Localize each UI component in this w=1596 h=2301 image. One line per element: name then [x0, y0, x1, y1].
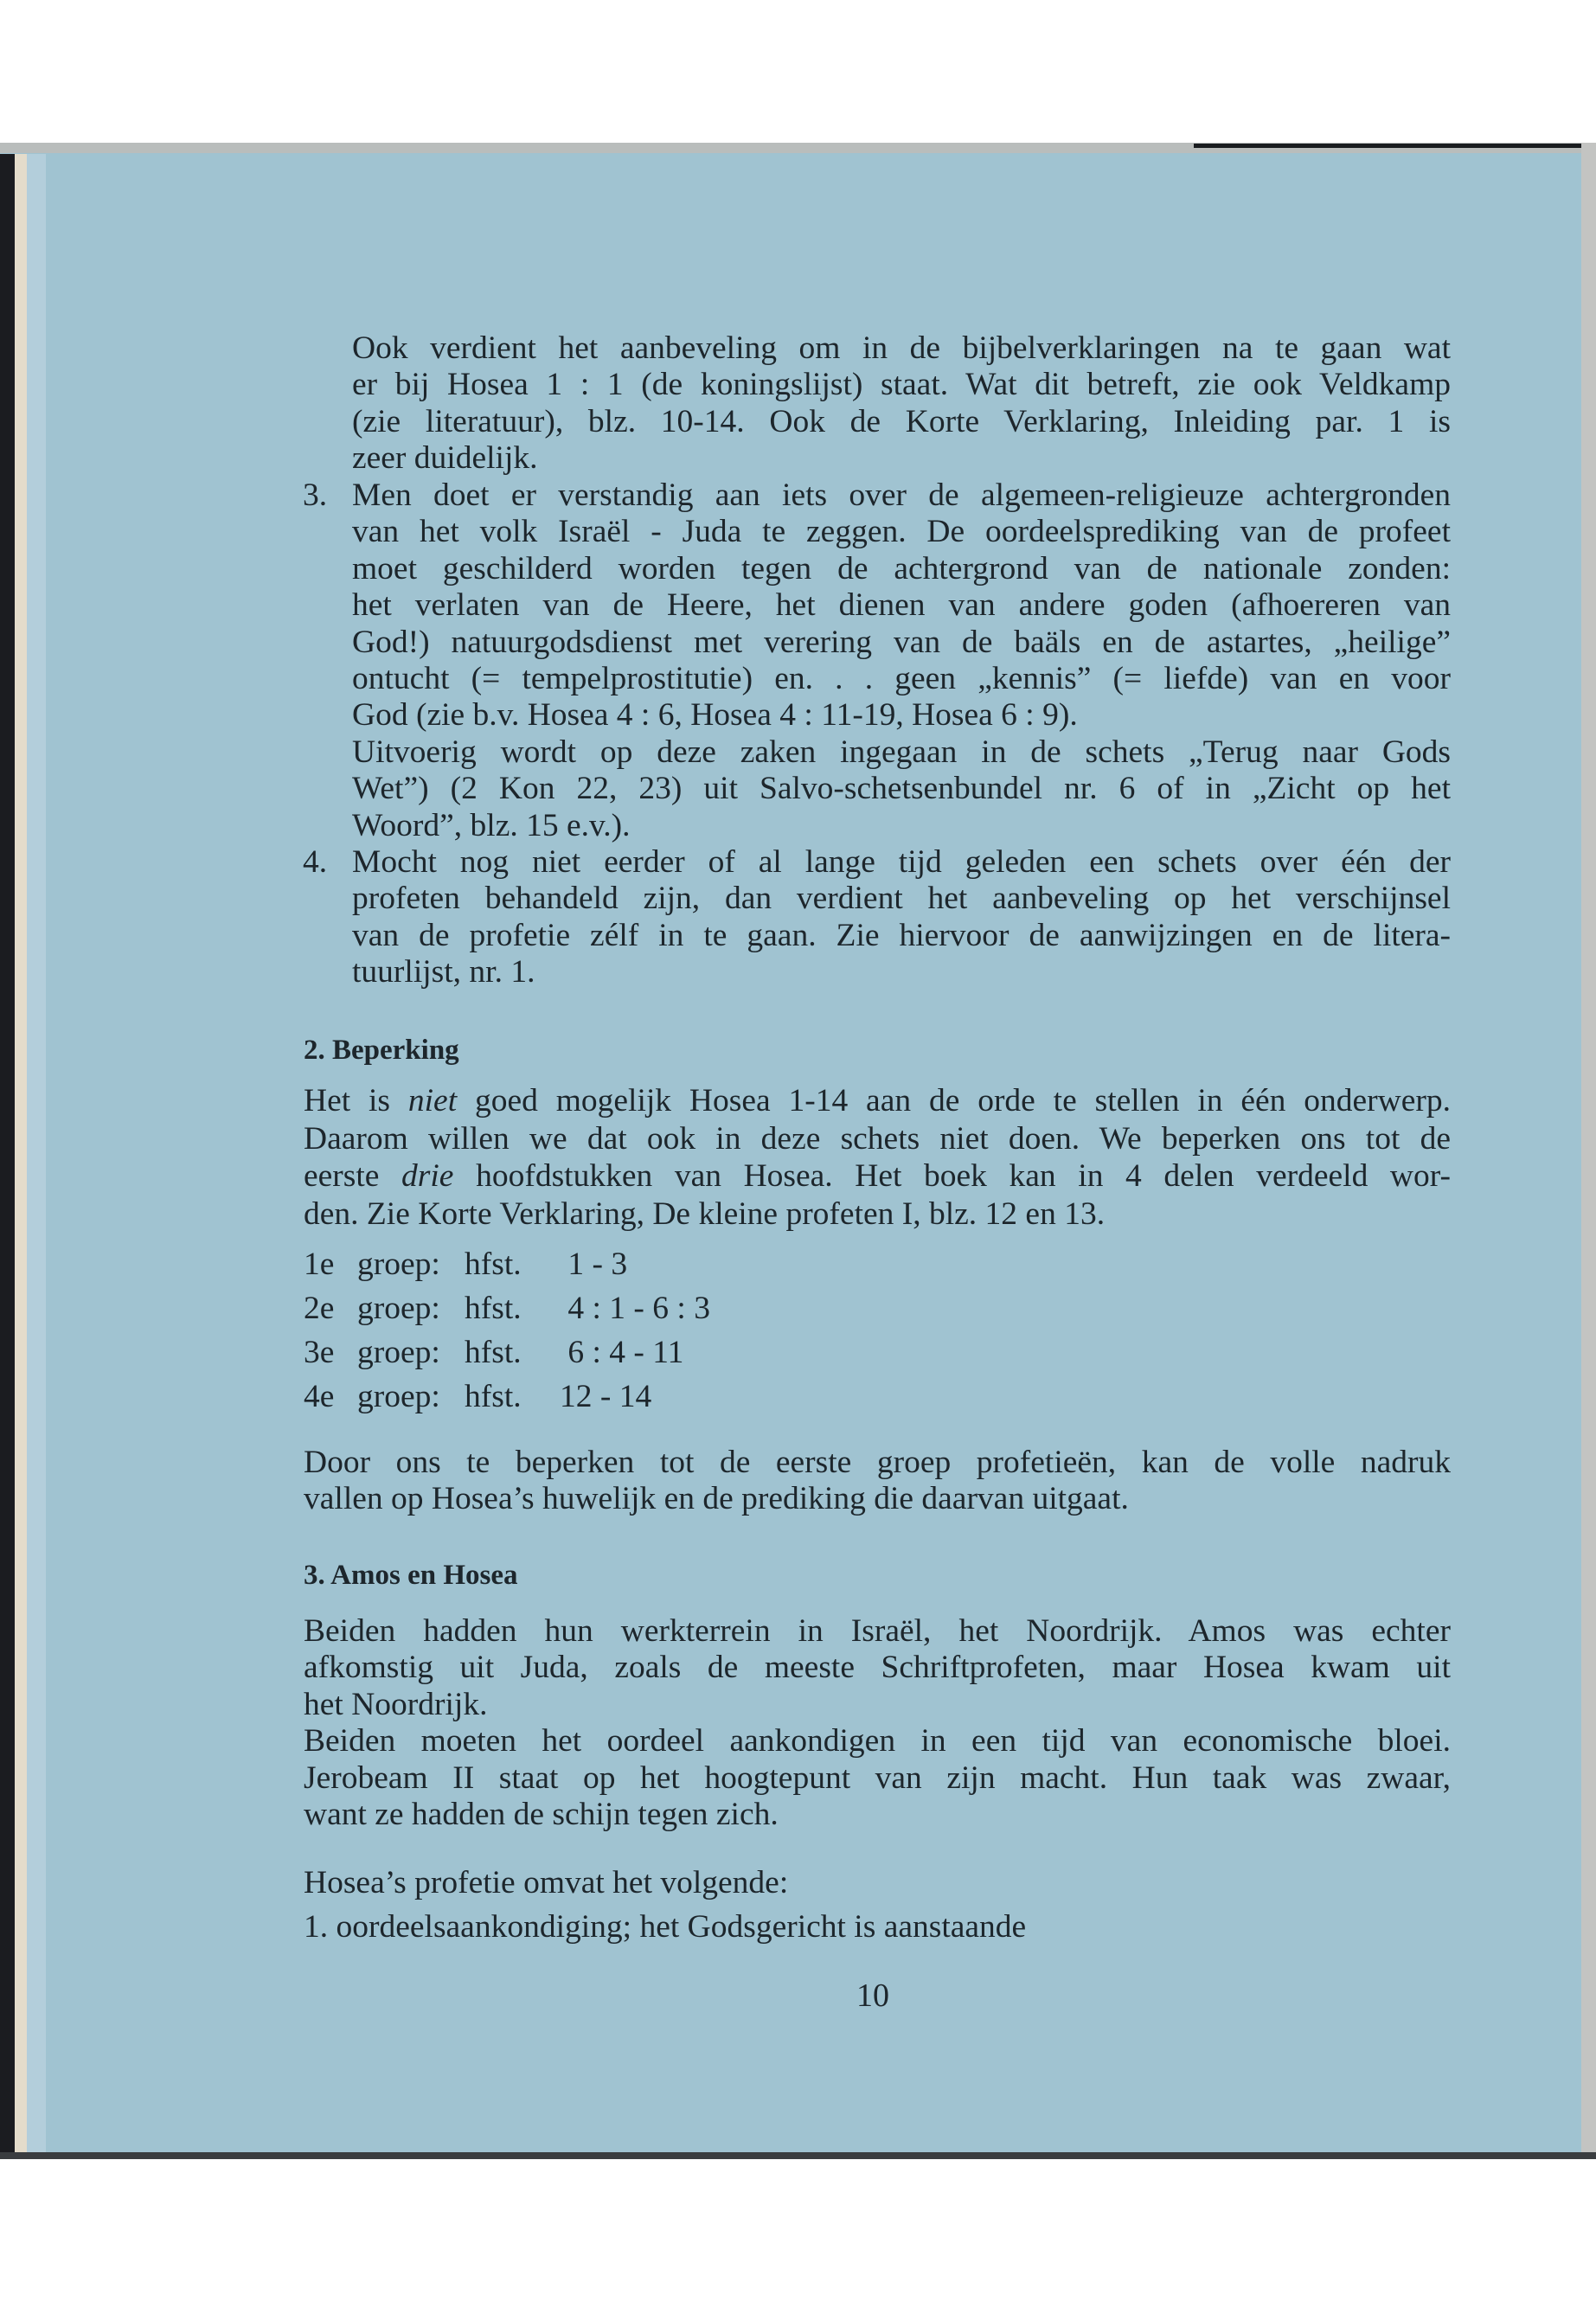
text-line: ontucht (= tempelprostitutie) en. . . geen „kennis” (= liefde) van en voor	[352, 660, 1451, 696]
text-line: Wet”) (2 Kon 22, 23) uit Salvo-schetsenbundel nr. 6 of in „Zicht op het	[352, 771, 1451, 807]
text-segment: Daarom willen we dat ook in deze schets niet doen. We beperken ons tot de	[304, 1120, 1451, 1157]
chapter-range: 12 - 14	[560, 1379, 652, 1414]
chapter-abbr: hfst.	[465, 1247, 522, 1282]
text-line	[304, 1195, 1451, 1234]
binding-fold	[27, 154, 46, 2157]
text-line: Beiden moeten het oordeel aankondigen in een tijd van economische bloei.	[304, 1723, 1451, 1759]
text-line: tuurlijst, nr. 1.	[352, 954, 535, 990]
section-heading-amos-en-hosea: 3. Amos en Hosea	[304, 1560, 518, 1591]
chapter-range: 4 : 1 - 6 : 3	[560, 1291, 710, 1326]
group-row	[304, 1286, 710, 1330]
page-number: 10	[856, 1977, 889, 2014]
group-word: groep:	[357, 1291, 440, 1326]
text-line: vallen op Hosea’s huwelijk en de prediking die daarvan uitgaat.	[304, 1481, 1129, 1517]
text-line: want ze hadden de schijn tegen zich.	[304, 1796, 779, 1832]
text-line: Ook verdient het aanbeveling om in de bijbelverklaringen na te gaan wat	[352, 330, 1451, 366]
text-line: Jerobeam II staat op het hoogtepunt van zijn macht. Hun taak was zwaar,	[304, 1759, 1451, 1796]
amos-hosea-paragraph	[304, 1613, 1451, 1833]
text-line: Hosea’s profetie omvat het volgende:	[304, 1865, 789, 1900]
text-line	[304, 1120, 1451, 1158]
group-row	[304, 1375, 710, 1419]
intro-paragraph	[352, 330, 1451, 478]
group-word: groep:	[357, 1247, 440, 1282]
text-line: het Noordrijk.	[304, 1686, 488, 1722]
binding-paper-edge	[15, 154, 27, 2157]
group-label: 2e	[304, 1291, 335, 1326]
list-item-4	[303, 844, 1451, 991]
text-segment: goed mogelijk Hosea 1-14 aan de orde te stellen in één onderwerp.	[457, 1083, 1451, 1118]
group-word: groep:	[357, 1379, 440, 1414]
group-list	[304, 1242, 710, 1419]
text-line	[304, 1082, 1451, 1120]
text-segment: hoofdstukken van Hosea. Het boek kan in 4 delen verdeeld wor-	[453, 1158, 1451, 1195]
binding-edge	[0, 154, 15, 2157]
page-top-shadow	[1194, 144, 1583, 148]
section-heading-beperking: 2. Beperking	[304, 1035, 459, 1066]
text-line: (zie literatuur), blz. 10-14. Ook de Korte Verklaring, Inleiding par. 1 is	[352, 403, 1451, 439]
emphasis: niet	[407, 1083, 458, 1118]
text-line	[304, 1157, 1451, 1195]
page-bottom-edge	[0, 2152, 1596, 2159]
prophecy-summary	[304, 1861, 1451, 1949]
text-line: Door ons te beperken tot de eerste groep profetieën, kan de volle nadruk	[304, 1445, 1451, 1480]
group-label: 4e	[304, 1379, 335, 1414]
page-right-edge	[1581, 143, 1596, 2158]
text-line: God!) natuurgodsdienst met verering van de baäls en de astartes, „heilige”	[352, 624, 1451, 660]
group-label: 3e	[304, 1335, 335, 1370]
text-segment: den. Zie Korte Verklaring, De kleine profeten I, blz. 12 en 13.	[304, 1195, 1106, 1232]
text-segment: Het is	[304, 1083, 408, 1118]
group-row	[304, 1242, 710, 1286]
text-line: het verlaten van de Heere, het dienen van andere goden (afhoereren van	[352, 587, 1451, 624]
chapter-range: 6 : 4 - 11	[560, 1335, 684, 1370]
text-line: Mocht nog niet eerder of al lange tijd geleden een schets over één der	[352, 844, 1451, 880]
text-line: er bij Hosea 1 : 1 (de koningslijst) staat. Wat dit betreft, zie ook Veldkamp	[352, 367, 1451, 403]
text-line: afkomstig uit Juda, zoals de meeste Schriftprofeten, maar Hosea kwam uit	[304, 1650, 1451, 1686]
list-item-3	[303, 478, 1451, 844]
text-line: profeten behandeld zijn, dan verdient het aanbeveling op het verschijnsel	[352, 881, 1451, 917]
beperking-paragraph	[304, 1082, 1451, 1233]
text-line: 1. oordeelsaankondiging; het Godsgericht is aanstaande	[304, 1909, 1027, 1945]
text-line: God (zie b.v. Hosea 4 : 6, Hosea 4 : 11-19, Hosea 6 : 9).	[352, 697, 1078, 734]
chapter-abbr: hfst.	[465, 1335, 522, 1370]
text-line: van de profetie zélf in te gaan. Zie hiervoor de aanwijzingen en de litera-	[352, 917, 1451, 953]
text-line: van het volk Israël - Juda te zeggen. De oordeelsprediking van de profeet	[352, 514, 1451, 550]
group-label: 1e	[304, 1247, 335, 1282]
text-segment: eerste	[304, 1158, 402, 1195]
text-line: zeer duidelijk.	[352, 440, 538, 477]
text-line: Woord”, blz. 15 e.v.).	[352, 807, 631, 843]
text-line: Men doet er verstandig aan iets over de algemeen-religieuze achtergronden	[352, 478, 1451, 513]
list-number: 3.	[303, 478, 328, 513]
chapter-abbr: hfst.	[465, 1291, 522, 1326]
emphasis: drie	[401, 1158, 454, 1195]
chapter-range: 1 - 3	[560, 1247, 628, 1282]
beperking-conclusion	[304, 1445, 1451, 1518]
group-row	[304, 1330, 710, 1375]
text-line: Beiden hadden hun werkterrein in Israël, het Noordrijk. Amos was echter	[304, 1613, 1451, 1649]
group-word: groep:	[357, 1335, 440, 1370]
chapter-abbr: hfst.	[465, 1379, 522, 1414]
list-number: 4.	[303, 844, 328, 880]
text-line: Uitvoerig wordt op deze zaken ingegaan in de schets „Terug naar Gods	[352, 734, 1451, 770]
text-line: moet geschilderd worden tegen de achtergrond van de nationale zonden:	[352, 550, 1451, 586]
